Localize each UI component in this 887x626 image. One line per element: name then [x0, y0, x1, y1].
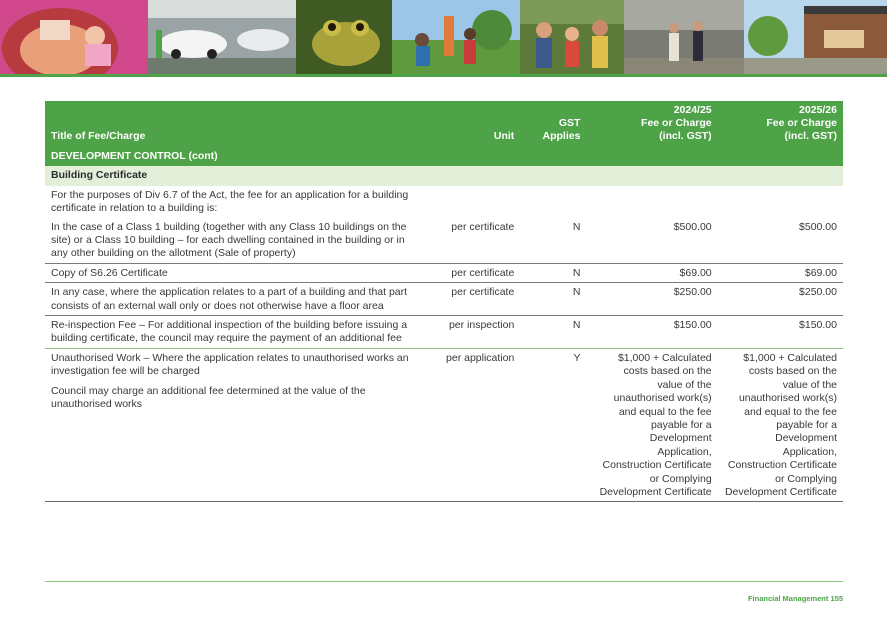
page-footer: Financial Management 155: [747, 594, 843, 603]
fee-unit: per application: [417, 348, 520, 501]
fee-2024-25: $69.00: [590, 263, 717, 282]
fee-2025-26: $250.00: [718, 283, 843, 316]
fee-2024-25: $150.00: [590, 316, 717, 349]
table-row: [45, 263, 843, 282]
fee-unit: per certificate: [417, 283, 520, 316]
fees-table: [45, 101, 843, 502]
fee-gst: N: [520, 263, 590, 282]
footer-divider: [45, 581, 843, 582]
photo-banner: [0, 0, 887, 74]
fee-gst: N: [520, 218, 590, 264]
table-row: [45, 218, 843, 264]
intro-row: [45, 186, 843, 218]
children-play-photo: [0, 0, 148, 74]
table-row: [45, 316, 843, 349]
fee-2024-25: $1,000 + Calculated costs based on the value of the unauthorised work(s) and equal to the fee payable for a Development Application, Construction Certificate or Complying Development Certificate: [590, 348, 717, 501]
fee-title-note: Council may charge an additional fee determined at the value of the unauthorised works: [51, 384, 366, 411]
electric-car-charging-photo: [148, 0, 296, 74]
col-header-unit: Unit: [417, 101, 520, 147]
fee-unit: per certificate: [417, 263, 520, 282]
community-group-photo: [520, 0, 624, 74]
fee-title: Copy of S6.26 Certificate: [45, 263, 417, 282]
subsection-heading-row: [45, 166, 843, 185]
fee-title-main: Unauthorised Work – Where the application relates to unauthorised works an investigation fee will be charged: [51, 351, 409, 378]
fee-2025-26: $150.00: [718, 316, 843, 349]
fee-title: Re-inspection Fee – For additional inspection of the building before issuing a building certificate, the council may require the payment of an additional fee: [45, 316, 417, 349]
table-row: [45, 348, 843, 501]
table-header-row: [45, 101, 843, 147]
table-row: [45, 283, 843, 316]
section-heading-row: [45, 147, 843, 166]
banner-divider: [0, 74, 887, 77]
section-heading: DEVELOPMENT CONTROL (cont): [45, 147, 843, 166]
fee-2024-25: $500.00: [590, 218, 717, 264]
fee-gst: Y: [520, 348, 590, 501]
fee-title: [45, 348, 417, 501]
fee-title: In the case of a Class 1 building (together with any Class 10 buildings on the site) or a Class 10 building – for each dwelling contained in the building or in any other building on the allotment (Sale of property): [45, 218, 417, 264]
col-header-title: Title of Fee/Charge: [45, 101, 417, 147]
fee-unit: per inspection: [417, 316, 520, 349]
fee-gst: N: [520, 316, 590, 349]
fee-2025-26: $1,000 + Calculated costs based on the value of the unauthorised work(s) and equal to the fee payable for a Development Application, Construction Certificate or Complying Development Certificate: [718, 348, 843, 501]
fee-2024-25: $250.00: [590, 283, 717, 316]
subsection-heading: Building Certificate: [45, 166, 843, 185]
fee-gst: N: [520, 283, 590, 316]
col-header-gst: GST Applies: [520, 101, 590, 147]
col-header-fee-2024-25: 2024/25 Fee or Charge (incl. GST): [590, 101, 717, 147]
fee-title: In any case, where the application relates to a part of a building and that part consists of an external wall only or does not otherwise have a floor area: [45, 283, 417, 316]
fee-unit: per certificate: [417, 218, 520, 264]
col-header-fee-2025-26: 2025/26 Fee or Charge (incl. GST): [718, 101, 843, 147]
town-centre-photo: [744, 0, 887, 74]
fee-2025-26: $500.00: [718, 218, 843, 264]
intro-text: For the purposes of Div 6.7 of the Act, the fee for an application for a building certificate in relation to a building is:: [51, 188, 409, 215]
family-park-photo: [392, 0, 520, 74]
street-walkers-photo: [624, 0, 744, 74]
frog-photo: [296, 0, 392, 74]
fee-2025-26: $69.00: [718, 263, 843, 282]
